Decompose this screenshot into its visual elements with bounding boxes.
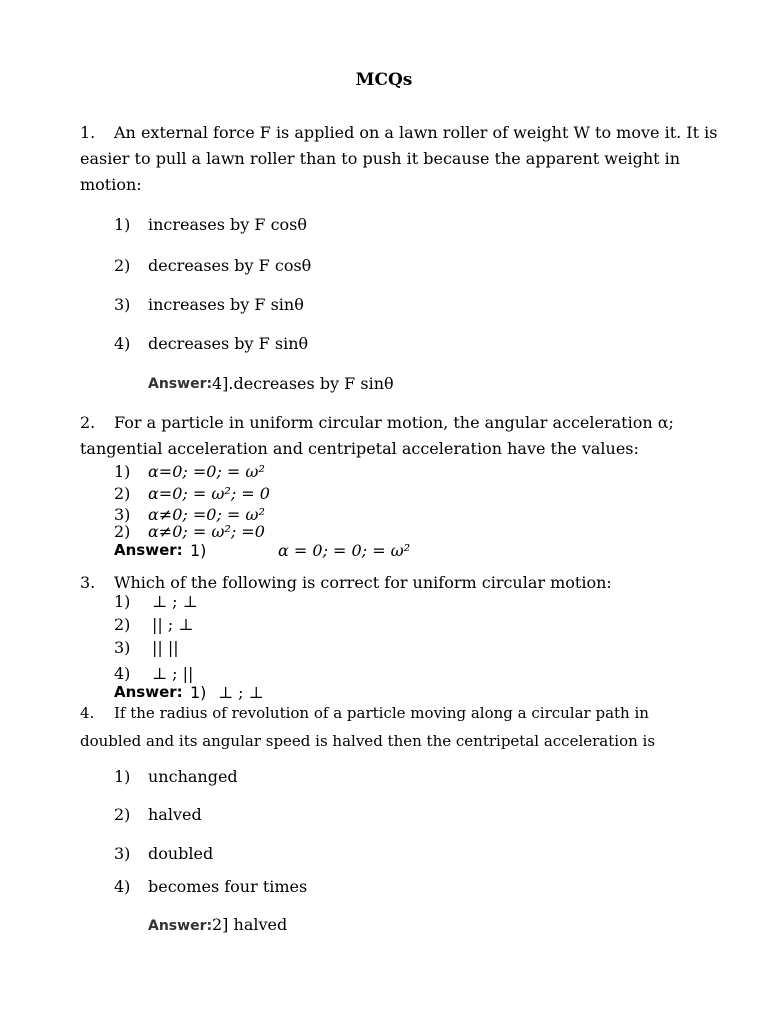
option-text: || || bbox=[152, 638, 179, 657]
answer-label: Answer: bbox=[148, 918, 213, 934]
question-text-line: For a particle in uniform circular motion, the angular acceleration α; bbox=[114, 413, 674, 432]
option-text: || ; ⊥ bbox=[152, 615, 194, 634]
answer-label: Answer: bbox=[148, 376, 213, 392]
option-text: unchanged bbox=[148, 767, 238, 786]
option-number: 4) bbox=[114, 877, 131, 896]
answer-text: α = 0; = 0; = ω² bbox=[278, 541, 411, 560]
question-text-line: Which of the following is correct for uniform circular motion: bbox=[114, 573, 612, 592]
question-text-line: tangential acceleration and centripetal acceleration have the values: bbox=[80, 439, 639, 458]
option-number: 3) bbox=[114, 638, 131, 657]
option-text: increases by F cosθ bbox=[148, 215, 308, 234]
option-number: 3) bbox=[114, 295, 131, 314]
answer-text: ⊥ ; ⊥ bbox=[218, 683, 264, 702]
option-number: 1) bbox=[114, 215, 131, 234]
option-text: increases by F sinθ bbox=[148, 295, 304, 314]
question-text-line: doubled and its angular speed is halved then the centripetal acceleration is bbox=[80, 732, 656, 750]
answer-number: 1) bbox=[190, 541, 207, 560]
option-number: 1) bbox=[114, 767, 131, 786]
option-number: 2) bbox=[114, 484, 131, 503]
option-number: 1) bbox=[114, 462, 131, 481]
option-text: α=0; =0; = ω² bbox=[148, 462, 265, 481]
option-number: 2) bbox=[114, 256, 131, 275]
option-text: decreases by F sinθ bbox=[148, 334, 309, 353]
option-number: 4) bbox=[114, 664, 131, 683]
option-number: 2) bbox=[114, 805, 131, 824]
question-text-line: An external force F is applied on a lawn roller of weight W to move it. It is bbox=[114, 123, 718, 142]
option-text: ⊥ ; ⊥ bbox=[152, 592, 198, 611]
answer-number: 1) bbox=[190, 683, 207, 702]
option-number: 3) bbox=[114, 844, 131, 863]
option-text: α=0; = ω²; = 0 bbox=[148, 484, 270, 503]
option-text: α≠0; =0; = ω² bbox=[148, 505, 265, 524]
question-text-line: motion: bbox=[80, 175, 142, 194]
option-number: 4) bbox=[114, 334, 131, 353]
question-number: 2. bbox=[80, 413, 96, 432]
option-text: ⊥ ; || bbox=[152, 664, 194, 683]
question-number: 4. bbox=[80, 704, 95, 722]
answer-label: Answer: bbox=[114, 541, 183, 559]
option-text: becomes four times bbox=[148, 877, 308, 896]
answer-text: 2] halved bbox=[212, 915, 288, 934]
option-number: 1) bbox=[114, 592, 131, 611]
question-text-line: easier to pull a lawn roller than to push it because the apparent weight in bbox=[80, 149, 681, 168]
answer-text: 4].decreases by F sinθ bbox=[212, 374, 394, 393]
page-title: MCQs bbox=[355, 70, 413, 90]
option-text: halved bbox=[148, 805, 202, 824]
option-text: α≠0; = ω²; =0 bbox=[148, 522, 265, 541]
question-number: 3. bbox=[80, 573, 96, 592]
option-text: decreases by F cosθ bbox=[148, 256, 312, 275]
question-number: 1. bbox=[80, 123, 96, 142]
option-number: 2) bbox=[114, 615, 131, 634]
option-number: 3) bbox=[114, 505, 131, 524]
option-text: doubled bbox=[148, 844, 214, 863]
answer-label: Answer: bbox=[114, 683, 183, 701]
question-text-line: If the radius of revolution of a particle moving along a circular path in bbox=[114, 704, 649, 722]
option-number: 2) bbox=[114, 522, 131, 541]
